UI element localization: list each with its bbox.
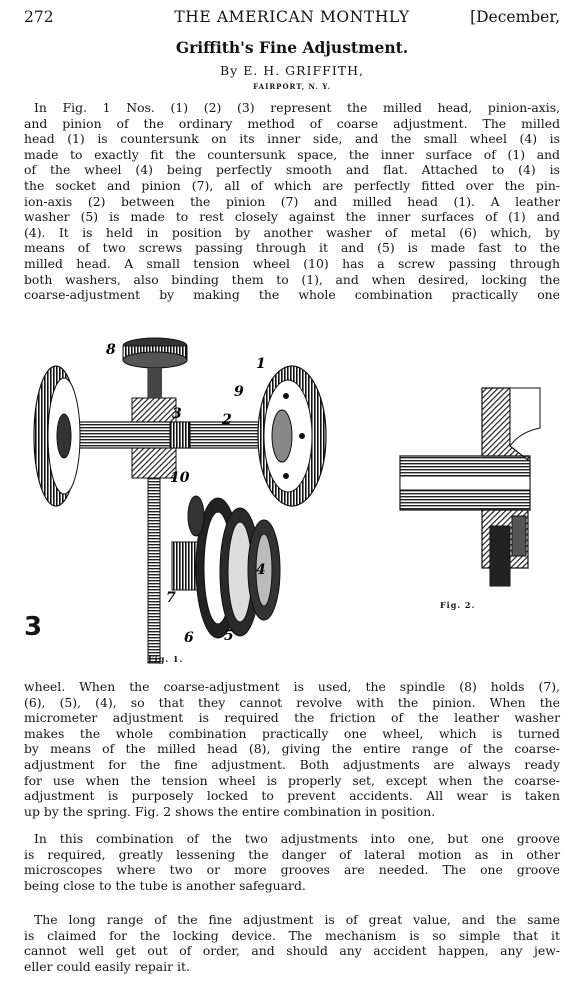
paragraph-3 [24, 831, 560, 893]
plate-number: 3 [24, 612, 43, 642]
article-byline: By E. H. GRIFFITH, [220, 63, 364, 78]
text-line: The long range of the fine adjustment is of great value, and the same [34, 912, 560, 927]
issue-month: [December, [470, 8, 560, 26]
text-line: makes the whole combination practically one wheel, which is turned [24, 725, 560, 741]
text-line: of the wheel (4) being perfectly smooth and flat. Attached to (4) is [24, 162, 560, 178]
text-line: up by the spring. Fig. 2 shows the entire combination in position. [24, 803, 436, 819]
text-line: wheel. When the coarse-adjustment is used, the spindle (8) holds (7), [24, 679, 560, 694]
text-line: (6), (5), (4), so that they cannot revolve with the pinion. When the [24, 694, 560, 710]
text-line: coarse-adjustment by making the whole combination practically one [24, 287, 560, 303]
fig1-label-6: 6 [184, 630, 194, 646]
text-line: microscopes where two or more grooves are needed. The one groove [24, 862, 560, 878]
figure-1-caption: Fig. 1. [148, 654, 184, 664]
figure-area [20, 328, 570, 673]
text-line: adjustment is purposely locked to prevent accidents. All wear is taken [24, 788, 560, 804]
paragraph-2 [24, 679, 560, 819]
text-line: means of two screws passing through it and (5) is made fast to the [24, 240, 560, 256]
text-line: made to exactly fit the countersunk space, the inner surface of (1) and [24, 146, 560, 162]
text-line: is claimed for the locking device. The mechanism is so simple that it [24, 927, 560, 943]
text-line: washer (5) is made to rest closely against the inner surfaces of (1) and [24, 209, 560, 225]
text-line: for use when the tension wheel is properly set, except when the coarse- [24, 772, 560, 788]
page-number: 272 [24, 8, 54, 26]
figure-1-illustration [20, 328, 570, 673]
text-line: is required, greatly lessening the danger of lateral motion as in other [24, 846, 560, 862]
text-line: In this combination of the two adjustments into one, but one groove [34, 831, 560, 846]
text-line: cannot well get out of order, and should any accident happen, any jew- [24, 943, 560, 959]
paragraph-1 [24, 100, 560, 303]
fig1-label-7: 7 [166, 590, 176, 606]
paragraph-4 [24, 912, 560, 974]
text-line: milled head. A small tension wheel (10) has a screw passing through [24, 255, 560, 271]
text-line: by means of the milled head (8), giving the entire range of the coarse- [24, 741, 560, 757]
figure-2-illustration [400, 388, 540, 586]
text-line: adjustment for the fine adjustment. Both adjustments are always ready [24, 756, 560, 772]
figure-2-caption: Fig. 2. [440, 600, 476, 610]
text-line: (4). It is held in position by another washer of metal (6) which, by [24, 224, 560, 240]
fig1-label-10: 10 [170, 470, 190, 486]
text-line: ion-axis (2) between the pinion (7) and milled head (1). A leather [24, 193, 560, 209]
text-line: and pinion of the ordinary method of coarse adjustment. The milled [24, 115, 560, 131]
fig1-label-5: 5 [224, 628, 234, 644]
article-title: Griffith's Fine Adjustment. [175, 38, 409, 57]
running-head [24, 6, 560, 28]
text-line: the socket and pinion (7), all of which are perfectly fitted over the pin- [24, 177, 560, 193]
fig1-label-9: 9 [234, 384, 244, 400]
text-line: being close to the tube is another safeguard. [24, 877, 306, 893]
fig1-label-3: 3 [172, 406, 182, 422]
fig1-label-2: 2 [222, 412, 232, 428]
text-line: both washers, also binding them to (1), and when desired, locking the [24, 271, 560, 287]
text-line: eller could easily repair it. [24, 958, 190, 974]
text-line: In Fig. 1 Nos. (1) (2) (3) represent the milled head, pinion-axis, [34, 100, 560, 115]
fig1-label-8: 8 [106, 342, 116, 358]
text-line: micrometer adjustment is required the friction of the leather washer [24, 710, 560, 726]
article-place: FAIRPORT, N. Y. [253, 82, 331, 91]
text-line: head (1) is countersunk on its inner side, and the small wheel (4) is [24, 131, 560, 147]
fig1-label-4: 4 [256, 562, 266, 578]
journal-title: THE AMERICAN MONTHLY [174, 8, 410, 26]
fig1-label-1: 1 [256, 356, 266, 372]
